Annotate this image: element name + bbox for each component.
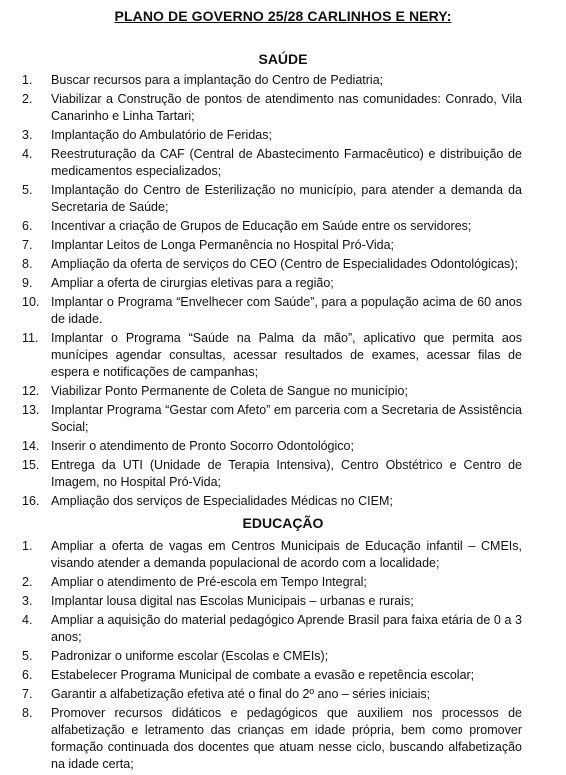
list-item	[0, 574, 566, 591]
list-item	[0, 72, 566, 89]
list-item-text: Implantar Leitos de Longa Permanência no Hospital Pró-Vida;	[51, 238, 395, 252]
list-item-text: Ampliar a oferta de cirurgias eletivas para a região;	[51, 276, 334, 290]
list-item-text: Implantar o Programa “Envelhecer com Saúde”, para a população acima de 60 anos de idade.	[51, 295, 522, 326]
educacao-list	[0, 538, 566, 775]
list-item	[0, 402, 566, 436]
list-item	[0, 686, 566, 703]
list-item	[0, 127, 566, 144]
list-item-text: Promover recursos didáticos e pedagógicos que auxiliem nos processos de alfabetização e letramento das crianças em idade própria, bem como promover formação continuada dos docentes que atuam nesse ciclo, buscando alfabetização na idade certa;	[51, 706, 522, 771]
list-item-text: Viabilizar a Construção de pontos de atendimento nas comunidades: Conrado, Vila Canarinho e Linha Tartari;	[51, 92, 522, 123]
list-item-text: Estabelecer Programa Municipal de combate a evasão e repetência escolar;	[51, 668, 475, 682]
list-item	[0, 538, 566, 572]
list-item-number: 15.	[22, 458, 40, 472]
list-item-text: Implantar Programa “Gestar com Afeto” em parceria com a Secretaria de Assistência Social;	[51, 403, 522, 434]
list-item-number: 4.	[22, 613, 33, 627]
list-item	[0, 275, 566, 292]
list-item-number: 6.	[22, 668, 33, 682]
list-item	[0, 667, 566, 684]
list-item-text: Ampliar a oferta de vagas em Centros Municipais de Educação infantil – CMEIs, visando atender a demanda populacional de acordo com a localidade;	[51, 539, 522, 570]
list-item-text: Incentivar a criação de Grupos de Educação em Saúde entre os servidores;	[51, 219, 472, 233]
list-item-text: Implantação do Centro de Esterilização no município, para atender a demanda da Secretaria de Saúde;	[51, 183, 522, 214]
list-item-number: 8.	[22, 706, 33, 720]
list-item-text: Viabilizar Ponto Permanente de Coleta de Sangue no município;	[51, 384, 408, 398]
list-item-text: Buscar recursos para a implantação do Centro de Pediatria;	[51, 73, 384, 87]
list-item-text: Reestruturação da CAF (Central de Abastecimento Farmacêutico) e distribuição de medicamentos especializados;	[51, 147, 522, 178]
list-item-number: 9.	[22, 276, 33, 290]
list-item	[0, 705, 566, 773]
list-item-text: Inserir o atendimento de Pronto Socorro Odontológico;	[51, 439, 354, 453]
list-item	[0, 237, 566, 254]
list-item-number: 6.	[22, 219, 33, 233]
list-item-number: 16.	[22, 494, 40, 508]
list-item-number: 1.	[22, 73, 33, 87]
list-item-number: 2.	[22, 92, 33, 106]
section-heading-educacao: EDUCAÇÃO	[242, 515, 324, 531]
list-item-number: 11.	[22, 331, 39, 345]
list-item-number: 3.	[22, 594, 33, 608]
list-item-number: 14.	[22, 439, 40, 453]
list-item-text: Implantação do Ambulatório de Feridas;	[51, 128, 272, 142]
list-item	[0, 593, 566, 610]
list-item-text: Garantir a alfabetização efetiva até o final do 2º ano – séries iniciais;	[51, 687, 431, 701]
list-item	[0, 493, 566, 510]
list-item	[0, 294, 566, 328]
list-item-number: 3.	[22, 128, 33, 142]
list-item-text: Entrega da UTI (Unidade de Terapia Intensiva), Centro Obstétrico e Centro de Imagem, no Hospital Pró-Vida;	[51, 458, 522, 489]
list-item-text: Padronizar o uniforme escolar (Escolas e CMEIs);	[51, 649, 329, 663]
list-item-text: Ampliação dos serviços de Especialidades Médicas no CIEM;	[51, 494, 393, 508]
list-item-number: 8.	[22, 257, 33, 271]
list-item	[0, 648, 566, 665]
list-item-number: 5.	[22, 649, 33, 663]
list-item-number: 13.	[22, 403, 40, 417]
list-item-number: 4.	[22, 147, 33, 161]
list-item	[0, 256, 566, 273]
list-item-text: Implantar o Programa “Saúde na Palma da mão”, aplicativo que permita aos munícipes agendar consultas, acessar resultados de exames, acessar filas de espera e notificações de campanhas;	[51, 331, 522, 379]
list-item-number: 7.	[22, 687, 33, 701]
list-item-number: 2.	[22, 575, 33, 589]
list-item-text: Ampliar o atendimento de Pré-escola em Tempo Integral;	[51, 575, 367, 589]
list-item-number: 10.	[22, 295, 40, 309]
document-title: PLANO DE GOVERNO 25/28 CARLINHOS E NERY:	[114, 8, 452, 24]
list-item	[0, 383, 566, 400]
list-item	[0, 438, 566, 455]
list-item-text: Ampliação da oferta de serviços do CEO (Centro de Especialidades Odontológicas);	[51, 257, 518, 271]
list-item	[0, 146, 566, 180]
list-item-number: 12.	[22, 384, 40, 398]
list-item-text: Ampliar a aquisição do material pedagógico Aprende Brasil para faixa etária de 0 a 3 anos;	[51, 613, 522, 644]
list-item	[0, 457, 566, 491]
list-item	[0, 91, 566, 125]
saude-list	[0, 72, 566, 512]
list-item-number: 7.	[22, 238, 33, 252]
section-heading-saude: SAÚDE	[258, 51, 308, 67]
list-item	[0, 182, 566, 216]
list-item	[0, 218, 566, 235]
list-item-number: 5.	[22, 183, 33, 197]
list-item-text: Implantar lousa digital nas Escolas Municipais – urbanas e rurais;	[51, 594, 414, 608]
list-item-number: 1.	[22, 539, 33, 553]
list-item	[0, 612, 566, 646]
list-item	[0, 330, 566, 381]
